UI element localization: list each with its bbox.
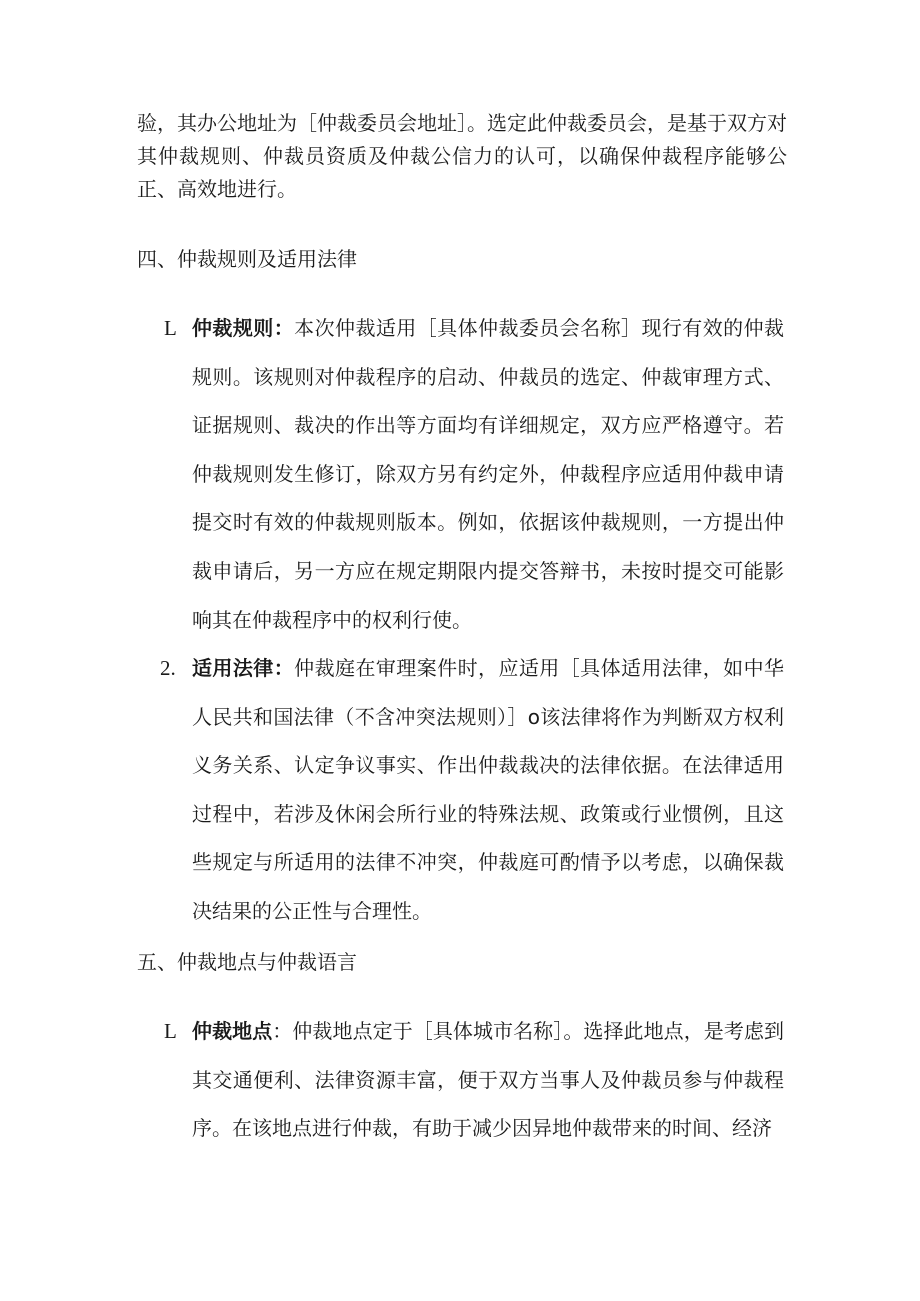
item-term: 仲裁规则 <box>192 316 274 340</box>
item-number: L <box>164 1019 177 1043</box>
item-body: 仲裁庭在审理案件时，应适用［具体适用法律，如中华人民共和国法律（不含冲突法规则）］o该法律将作为判断双方权利义务关系、认定争议事实、作出仲裁裁决的法律依据。在法律适用过程中，若涉及休闲会所行业的特殊法规、政策或行业惯例，且这些规定与所适用的法律不冲突，仲裁庭可酌情予以考虑，以确保裁决结果的公正性与合理性。 <box>192 656 785 923</box>
item-term: 适用法律 <box>192 656 274 680</box>
section-4-item-1 <box>164 304 785 644</box>
section-5-heading: 五、仲裁地点与仲裁语言 <box>137 950 357 974</box>
item-number: L <box>164 316 177 340</box>
item-separator: ： <box>273 656 295 680</box>
item-separator: ： <box>273 316 295 340</box>
item-body: 本次仲裁适用［具体仲裁委员会名称］现行有效的仲裁规则。该规则对仲裁程序的启动、仲裁员的选定、仲裁审理方式、证据规则、裁决的作出等方面均有详细规定，双方应严格遵守。若仲裁规则发生修订，除双方另有约定外，仲裁程序应适用仲裁申请提交时有效的仲裁规则版本。例如，依据该仲裁规则，一方提出仲裁申请后，另一方应在规定期限内提交答辩书，未按时提交可能影响其在仲裁程序中的权利行使。 <box>192 316 785 632</box>
section-4-item-2 <box>160 644 785 936</box>
intro-paragraph: 验，其办公地址为［仲裁委员会地址］。选定此仲裁委员会，是基于双方对其仲裁规则、仲裁员资质及仲裁公信力的认可，以确保仲裁程序能够公正、高效地进行。 <box>137 111 787 201</box>
section-4-heading: 四、仲裁规则及适用法律 <box>137 247 357 271</box>
item-body: 仲裁地点定于［具体城市名称］。选择此地点，是考虑到其交通便利、法律资源丰富，便于双方当事人及仲裁员参与仲裁程序。在该地点进行仲裁，有助于减少因异地仲裁带来的时间、经济 <box>192 1019 785 1141</box>
section-5-item-1 <box>164 1007 785 1153</box>
item-separator: ： <box>272 1019 293 1043</box>
item-number: 2. <box>160 656 176 680</box>
item-term: 仲裁地点 <box>192 1019 273 1043</box>
